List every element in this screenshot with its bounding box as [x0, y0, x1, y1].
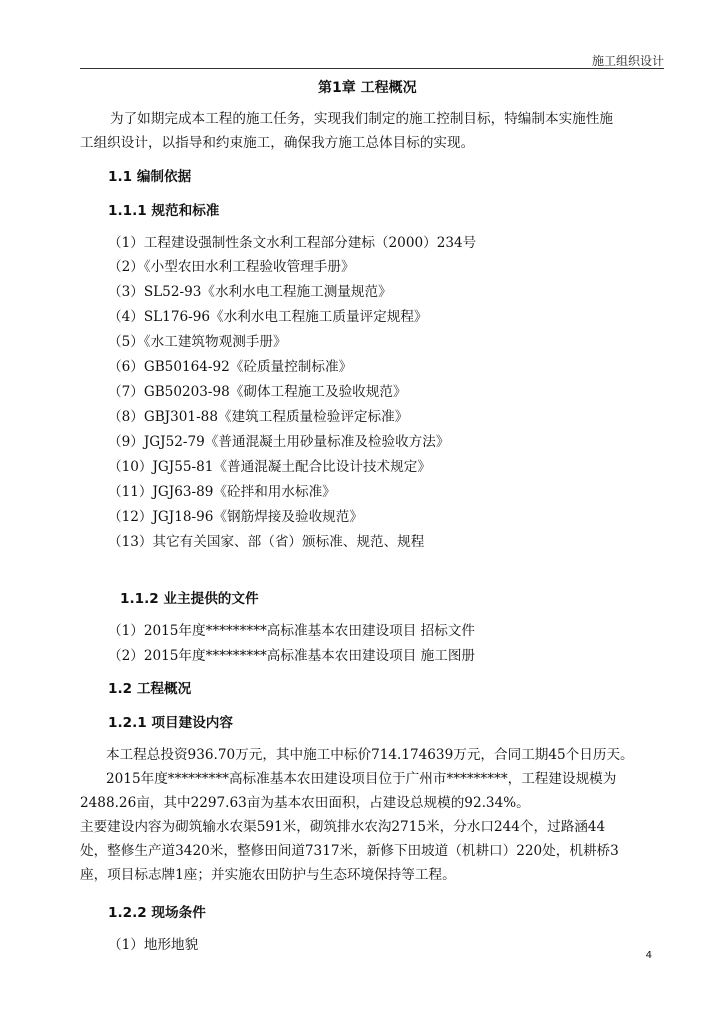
standard-item: （2）《小型农田水利工程验收管理手册》 [108, 259, 355, 275]
intro-line-2: 工组织设计，以指导和约束施工，确保我方施工总体目标的实现。 [80, 135, 475, 151]
overview-line-4: 主要建设内容为砌筑输水农渠591米，砌筑排水农沟2715米，分水口244个，过路涵44 [80, 819, 606, 835]
overview-line-2: 2015年度*********高标准基本农田建设项目位于广州市*********，工程建设规模为 [106, 771, 617, 787]
section-heading-1-1-1: 1.1.1 规范和标准 [108, 203, 220, 219]
section-heading-1-1-2: 1.1.2 业主提供的文件 [120, 591, 259, 607]
header-divider [80, 68, 664, 69]
standard-item: （10）JGJ55-81《普通混凝土配合比设计技术规定》 [108, 459, 431, 475]
owner-doc-item: （2）2015年度*********高标准基本农田建设项目 施工图册 [108, 648, 476, 664]
header-title: 施工组织设计 [591, 54, 664, 68]
section-heading-1-2-2: 1.2.2 现场条件 [108, 905, 206, 921]
standard-item: （8）GBJ301-88《建筑工程质量检验评定标准》 [108, 409, 409, 425]
standard-item: （6）GB50164-92《砼质量控制标准》 [108, 359, 353, 375]
standard-item: （9）JGJ52-79《普通混凝土用砂量标准及检验收方法》 [108, 434, 450, 450]
standard-item: （1）工程建设强制性条文水利工程部分建标（2000）234号 [108, 235, 477, 251]
section-heading-1-2: 1.2 工程概况 [108, 681, 192, 697]
intro-line-1: 为了如期完成本工程的施工任务，实现我们制定的施工控制目标，特编制本实施性施 [110, 111, 613, 127]
standard-item: （13）其它有关国家、部（省）颁标准、规范、规程 [108, 534, 425, 550]
section-heading-1-2-1: 1.2.1 项目建设内容 [108, 715, 233, 731]
site-condition-item: （1）地形地貌 [108, 937, 199, 953]
chapter-title: 第1章 工程概况 [318, 80, 417, 96]
standard-item: （11）JGJ63-89《砼拌和用水标准》 [108, 484, 336, 500]
overview-line-5: 处，整修生产道3420米，整修田间道7317米，新修下田坡道（机耕口）220处，机耕桥3 [80, 843, 619, 859]
section-heading-1-1: 1.1 编制依据 [108, 169, 192, 185]
overview-line-1: 本工程总投资936.70万元，其中施工中标价714.174639万元，合同工期45个日历天。 [106, 747, 634, 763]
owner-doc-item: （1）2015年度*********高标准基本农田建设项目 招标文件 [108, 623, 476, 639]
overview-line-3: 2488.26亩，其中2297.63亩为基本农田面积，占建设总规模的92.34%。 [80, 795, 530, 811]
standard-item: （5）《水工建筑物观测手册》 [108, 334, 287, 350]
page-number: 4 [645, 950, 652, 961]
standard-item: （4）SL176-96《水利水电工程施工质量评定规程》 [108, 309, 428, 325]
overview-line-6: 座，项目标志牌1座；并实施农田防护与生态环境保持等工程。 [80, 867, 456, 883]
standard-item: （12）JGJ18-96《钢筋焊接及验收规范》 [108, 509, 363, 525]
standard-item: （3）SL52-93《水利水电工程施工测量规范》 [108, 284, 392, 300]
standard-item: （7）GB50203-98《砌体工程施工及验收规范》 [108, 384, 407, 400]
